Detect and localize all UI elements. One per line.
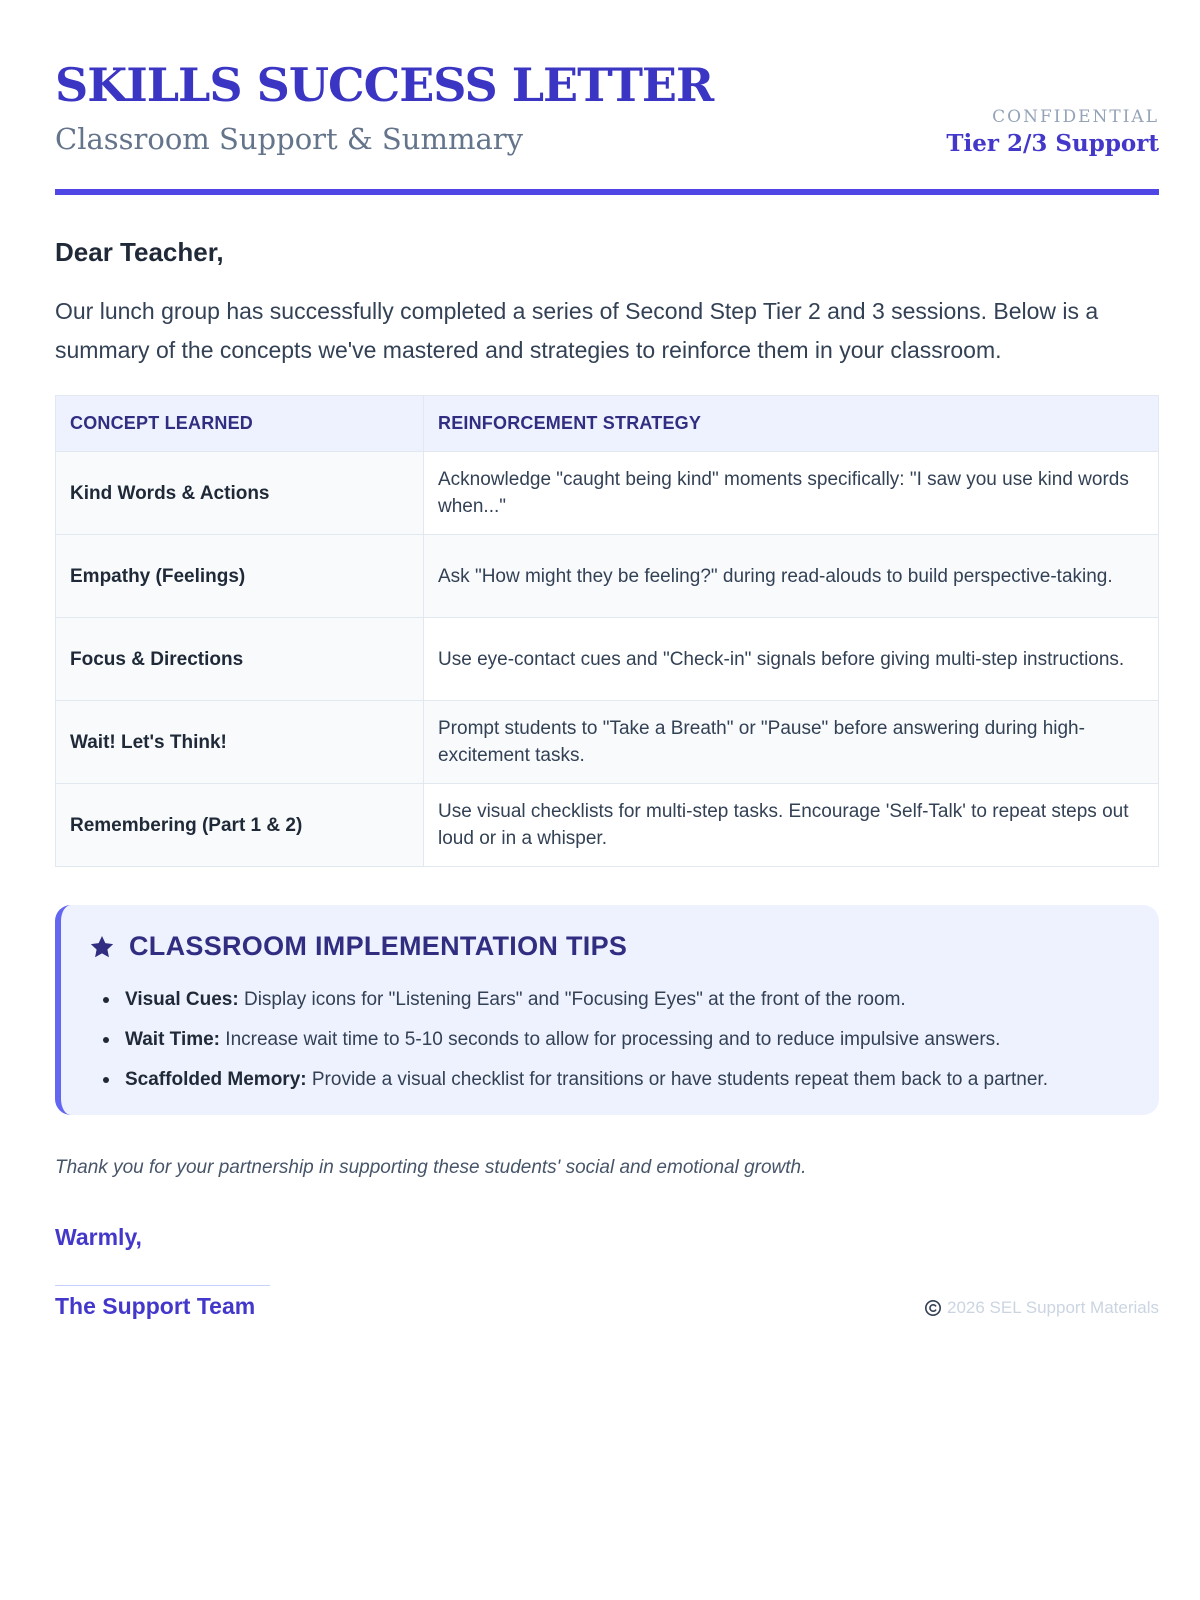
signoff: Warmly, (55, 1224, 142, 1250)
strategy-cell: Prompt students to "Take a Breath" or "Pause" before answering during high-excitement tasks. (424, 701, 1159, 784)
table-row (56, 784, 1159, 867)
tips-header (89, 931, 627, 962)
copyright-icon (924, 1299, 942, 1317)
header-divider (55, 189, 1159, 195)
tips-box (55, 905, 1159, 1115)
table-row (56, 452, 1159, 535)
strategy-cell: Ask "How might they be feeling?" during read-alouds to build perspective-taking. (424, 535, 1159, 618)
column-header-strategy: REINFORCEMENT STRATEGY (424, 396, 1159, 452)
greeting: Dear Teacher, (55, 237, 224, 267)
list-item (95, 980, 1048, 1020)
table-header-row (56, 396, 1159, 452)
tier-label: Tier 2/3 Support (946, 130, 1159, 157)
header-meta (946, 106, 1159, 160)
letter-header (55, 0, 1159, 196)
concept-cell: Focus & Directions (56, 618, 424, 701)
page-title: SKILLS SUCCESS LETTER (55, 58, 714, 112)
concept-cell: Wait! Let's Think! (56, 701, 424, 784)
tip-text: Increase wait time to 5-10 seconds to allow for processing and to reduce impulsive answers. (220, 1029, 1001, 1050)
confidential-label: CONFIDENTIAL (992, 107, 1159, 127)
copyright-notice (924, 1298, 1159, 1318)
page-subtitle: Classroom Support & Summary (55, 122, 523, 156)
tips-list (95, 980, 1048, 1100)
concept-cell: Empathy (Feelings) (56, 535, 424, 618)
tip-text: Display icons for "Listening Ears" and "Focusing Eyes" at the front of the room. (238, 989, 906, 1010)
copyright-text: 2026 SEL Support Materials (947, 1298, 1159, 1317)
list-item (95, 1060, 1048, 1100)
tip-text: Provide a visual checklist for transitions or have students repeat them back to a partner. (306, 1069, 1048, 1090)
signature-name: The Support Team (55, 1293, 256, 1319)
strategy-cell: Acknowledge "caught being kind" moments specifically: "I saw you use kind words when..." (424, 452, 1159, 535)
table-row (56, 535, 1159, 618)
strategy-cell: Use visual checklists for multi-step tasks. Encourage 'Self-Talk' to repeat steps out loud or in a whisper. (424, 784, 1159, 867)
column-header-concept: CONCEPT LEARNED (56, 396, 424, 452)
tips-title: CLASSROOM IMPLEMENTATION TIPS (129, 931, 628, 961)
thank-you-note: Thank you for your partnership in supporting these students' social and emotional growth. (55, 1157, 807, 1178)
intro-paragraph: Our lunch group has successfully completed a series of Second Step Tier 2 and 3 sessions. Below is a summary of the concepts we've mastered and strategies to reinforce them in your classroom. (55, 298, 1099, 363)
strategy-cell: Use eye-contact cues and "Check-in" signals before giving multi-step instructions. (424, 618, 1159, 701)
tip-label: Wait Time: (125, 1029, 221, 1050)
table-row (56, 618, 1159, 701)
table-row (56, 701, 1159, 784)
concepts-table (55, 395, 1159, 867)
letter-page (55, 0, 1159, 1319)
list-item (95, 1020, 1048, 1060)
star-icon (89, 934, 115, 960)
tip-label: Visual Cues: (125, 989, 239, 1010)
signature-line (55, 1285, 270, 1286)
concept-cell: Kind Words & Actions (56, 452, 424, 535)
tip-label: Scaffolded Memory: (125, 1069, 307, 1090)
concept-cell: Remembering (Part 1 & 2) (56, 784, 424, 867)
